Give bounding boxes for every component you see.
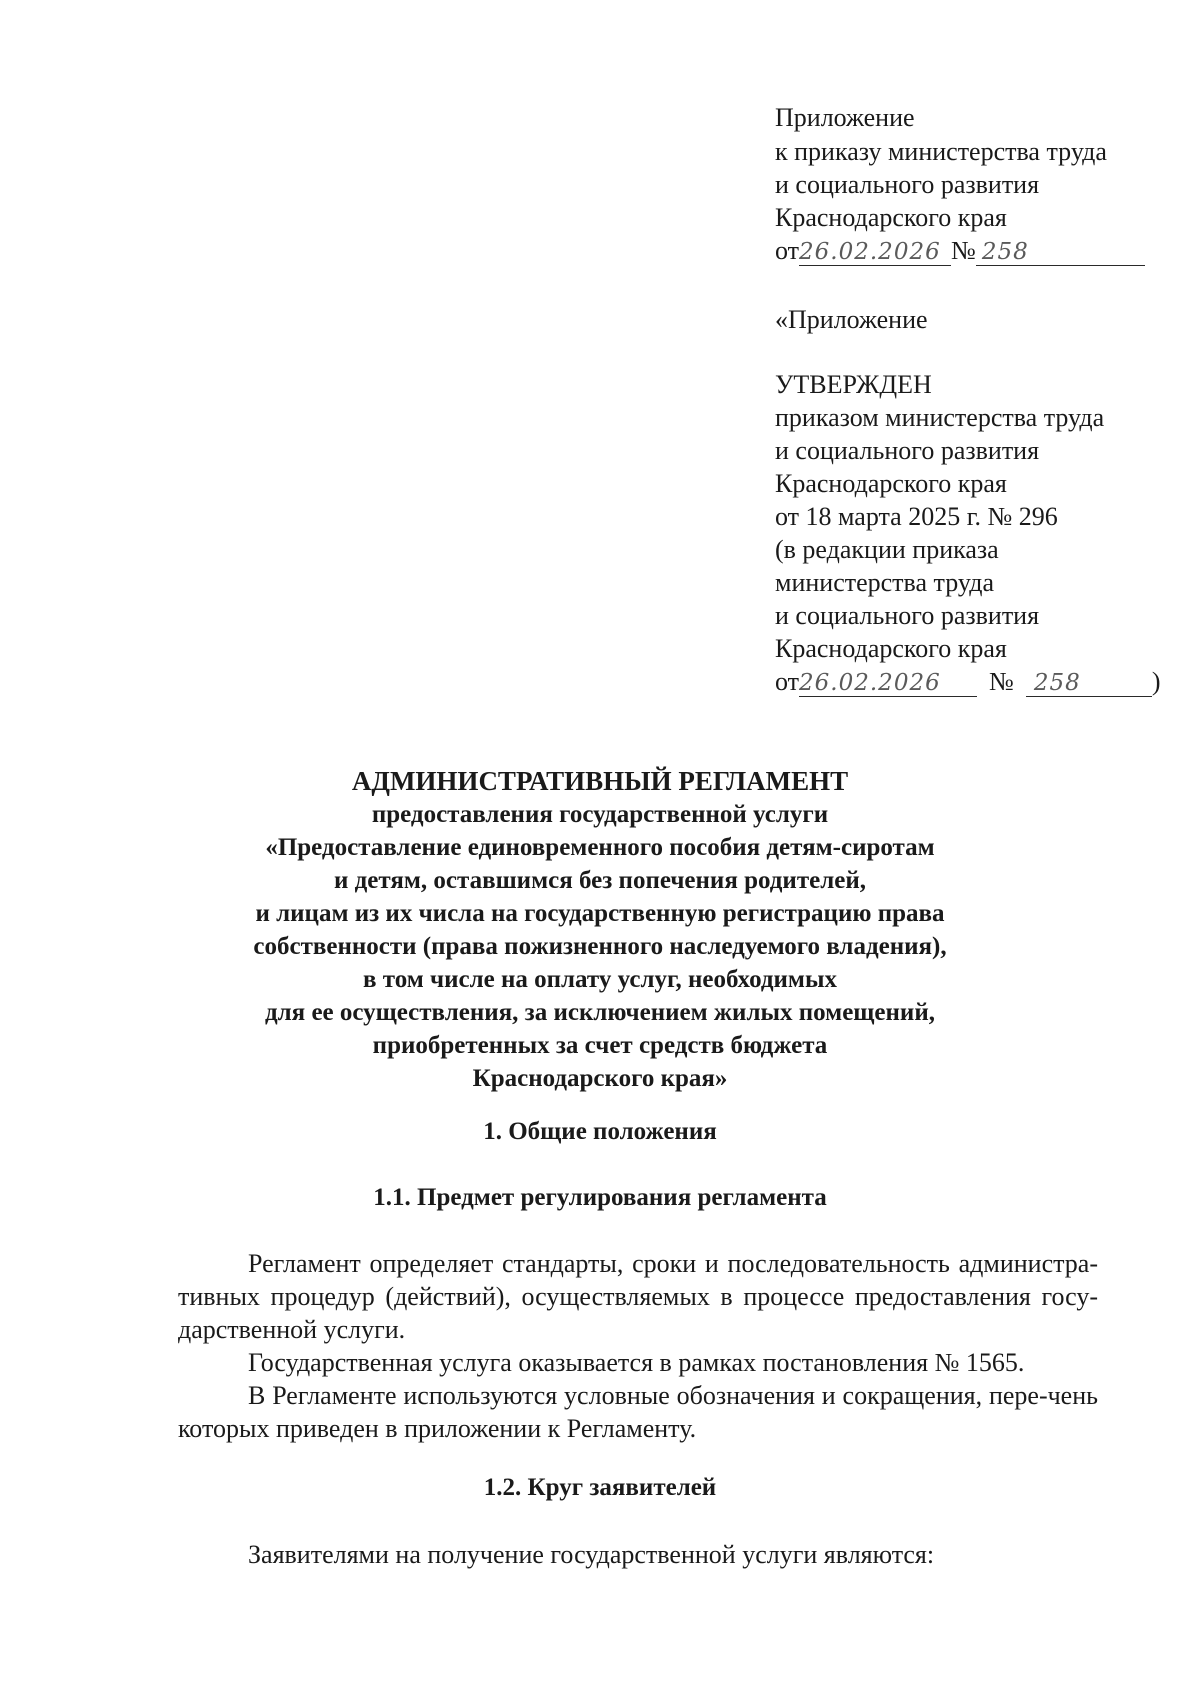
title-line: приобретенных за счет средств бюджета (372, 1032, 828, 1059)
approval-line: приказом министерства труда (775, 403, 1105, 432)
paragraph: Регламент определяет стандарты, сроки и последовательность администра-тивных процедур (действий), осуществляемых в процессе предоставления госу-дарственной услуги. (178, 1249, 1098, 1344)
number-symbol: № (951, 236, 976, 265)
appendix-line: к приказу министерства труда (775, 137, 1107, 166)
appendix-line: Краснодарского края (775, 203, 1007, 232)
appendix-line: и социального развития (775, 170, 1040, 199)
closing-paren: ) (1151, 667, 1161, 696)
number-field (1026, 669, 1152, 697)
title-line: «Предоставление единовременного пособия детям-сиротам (265, 834, 935, 861)
approval-line: Краснодарского края (775, 469, 1007, 498)
handwritten-date: 26.02.2026 (799, 239, 941, 265)
approval-quote-line: «Приложение (775, 305, 928, 334)
number-symbol: № (989, 667, 1014, 696)
approval-date-line (775, 667, 1161, 697)
title-line: и детям, оставшимся без попечения родителей, (333, 867, 866, 894)
date-field (799, 669, 977, 697)
approval-line: и социального развития (775, 601, 1040, 630)
date-prefix: от (775, 667, 800, 696)
paragraph: В Регламенте используются условные обозначения и сокращения, пере-чень которых приведен в приложении к Регламенту. (178, 1381, 1098, 1443)
date-prefix: от (775, 236, 800, 265)
document-title: АДМИНИСТРАТИВНЫЙ РЕГЛАМЕНТ (351, 766, 849, 796)
paragraph: Заявителями на получение государственной услуги являются: (248, 1540, 935, 1569)
handwritten-date: 26.02.2026 (799, 670, 941, 696)
title-line: и лицам из их числа на государственную регистрацию права (255, 900, 945, 927)
subsection-heading: 1.1. Предмет регулирования регламента (373, 1184, 827, 1211)
paragraph: Государственная услуга оказывается в рамках постановления № 1565. (248, 1348, 1025, 1377)
title-line: собственности (права пожизненного наследуемого владения), (253, 933, 947, 960)
title-line: предоставления государственной услуги (371, 801, 829, 828)
approved-label: УТВЕРЖДЕН (775, 370, 932, 399)
section-heading: 1. Общие положения (483, 1118, 717, 1145)
approval-line: (в редакции приказа (775, 535, 999, 564)
subsection-heading: 1.2. Круг заявителей (483, 1474, 717, 1501)
appendix-line: Приложение (775, 103, 915, 132)
approval-line: и социального развития (775, 436, 1040, 465)
handwritten-number: 258 (981, 239, 1029, 265)
handwritten-number: 258 (1033, 670, 1081, 696)
title-line: в том числе на оплату услуг, необходимых (363, 966, 837, 993)
appendix-date-line (775, 236, 1145, 266)
title-line: Краснодарского края» (472, 1065, 728, 1092)
title-line: для ее осуществления, за исключением жилых помещений, (265, 999, 935, 1026)
approval-line: Краснодарского края (775, 634, 1007, 663)
approval-line: от 18 марта 2025 г. № 296 (775, 502, 1058, 531)
date-field (799, 238, 951, 266)
approval-line: министерства труда (775, 568, 994, 597)
number-field (976, 238, 1145, 266)
